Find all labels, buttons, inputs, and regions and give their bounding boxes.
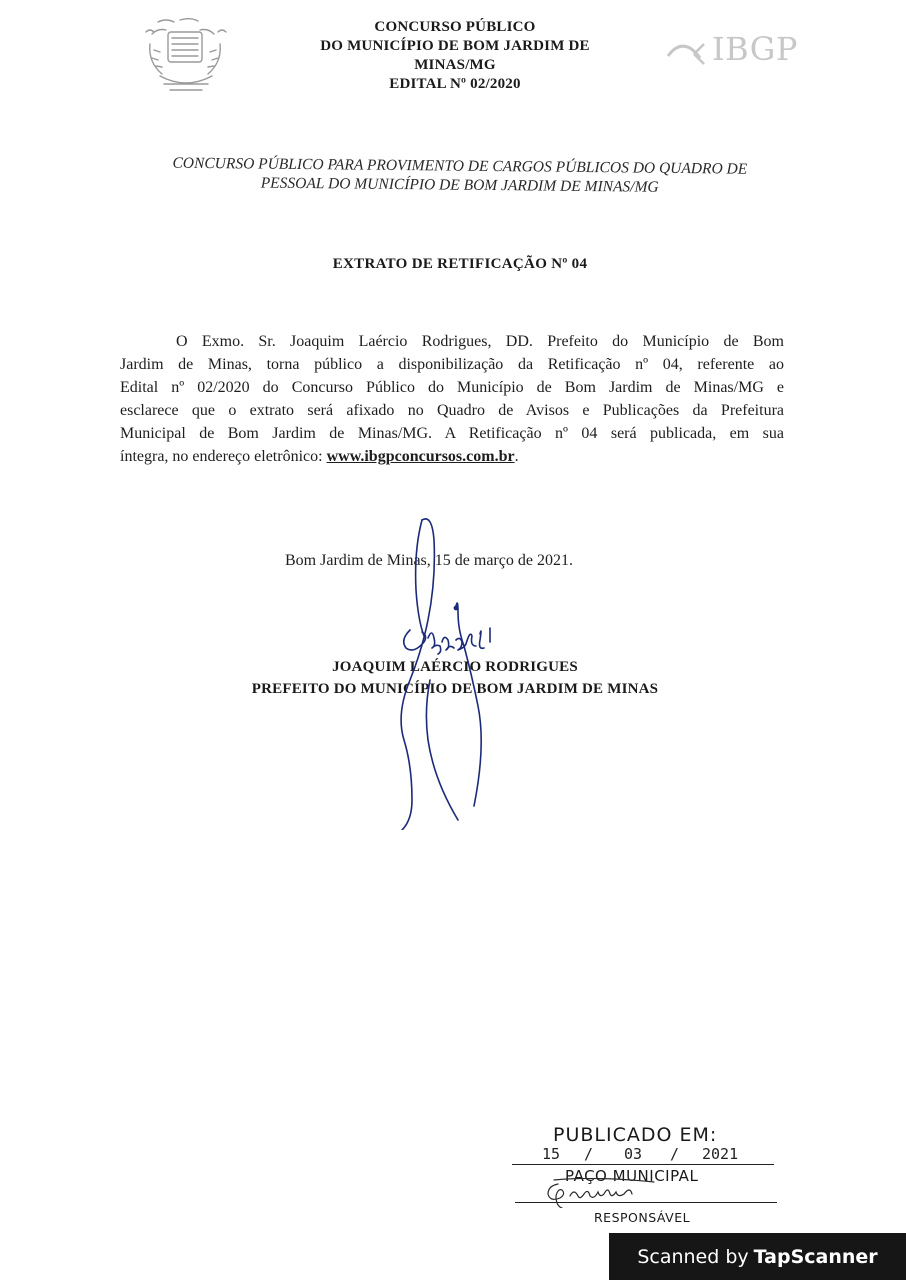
document-subtitle (110, 153, 810, 198)
body-line-6-prefix: íntegra, no endereço eletrônico: (120, 448, 327, 465)
body-paragraph (120, 330, 784, 468)
signer-role: PREFEITO DO MUNICÍPIO DE BOM JARDIM DE MINAS (251, 681, 659, 697)
stamp-title: PUBLICADO EM: (553, 1124, 718, 1146)
stamp-place: PAÇO MUNICIPAL (565, 1167, 699, 1185)
website-link[interactable]: www.ibgpconcursos.com.br (326, 448, 515, 465)
stamp-date-underline (512, 1164, 774, 1165)
header-line-4: EDITAL Nº 02/2020 (389, 76, 521, 92)
subtitle-line-1: CONCURSO PÚBLICO PARA PROVIMENTO DE CARGOS PÚBLICOS DO QUADRO DE (172, 154, 748, 178)
municipal-crest-icon (140, 14, 232, 98)
watermark-prefix: Scanned by (637, 1245, 749, 1268)
body-line-6-suffix: . (514, 448, 519, 465)
header-line-2: DO MUNICÍPIO DE BOM JARDIM DE (320, 38, 590, 54)
document-title: EXTRATO DE RETIFICAÇÃO Nº 04 (332, 256, 588, 272)
mayor-signature (370, 510, 530, 830)
watermark-brand: TapScanner (753, 1245, 878, 1268)
body-line-3: Edital nº 02/2020 do Concurso Público do Município de Bom Jardim de Minas/MG e (120, 379, 784, 396)
stamp-day: 15 (542, 1145, 561, 1163)
body-line-4: esclarece que o extrato será afixado no Quadro de Avisos e Publicações da Prefeitura (120, 402, 784, 419)
header-line-1: CONCURSO PÚBLICO (374, 19, 536, 35)
header-line-3: MINAS/MG (414, 57, 496, 73)
stamp-signature-line (515, 1202, 777, 1203)
place-and-date: Bom Jardim de Minas, 15 de março de 2021. (285, 552, 573, 569)
body-line-5: Municipal de Bom Jardim de Minas/MG. A Retificação nº 04 será publicada, em sua (120, 425, 784, 442)
ibgp-logo-text: IBGP (712, 30, 798, 68)
stamp-separator-1: / (584, 1145, 594, 1163)
stamp-year: 2021 (702, 1145, 739, 1163)
stamp-responsible-label: RESPONSÁVEL (594, 1210, 691, 1225)
stamp-separator-2: / (670, 1145, 680, 1163)
stamp-month: 03 (624, 1145, 643, 1163)
body-line-1: O Exmo. Sr. Joaquim Laércio Rodrigues, DD. Prefeito do Município de Bom (176, 333, 784, 350)
scanner-watermark (609, 1233, 906, 1280)
contest-header (255, 18, 655, 94)
signer-name: JOAQUIM LAÉRCIO RODRIGUES (332, 659, 578, 675)
body-line-2: Jardim de Minas, torna público a disponibilização da Retificação nº 04, referente ao (120, 356, 784, 373)
stamp-signature (540, 1178, 680, 1208)
subtitle-line-2: PESSOAL DO MUNICÍPIO DE BOM JARDIM DE MINAS/MG (260, 174, 659, 196)
body-line-6 (120, 445, 784, 468)
